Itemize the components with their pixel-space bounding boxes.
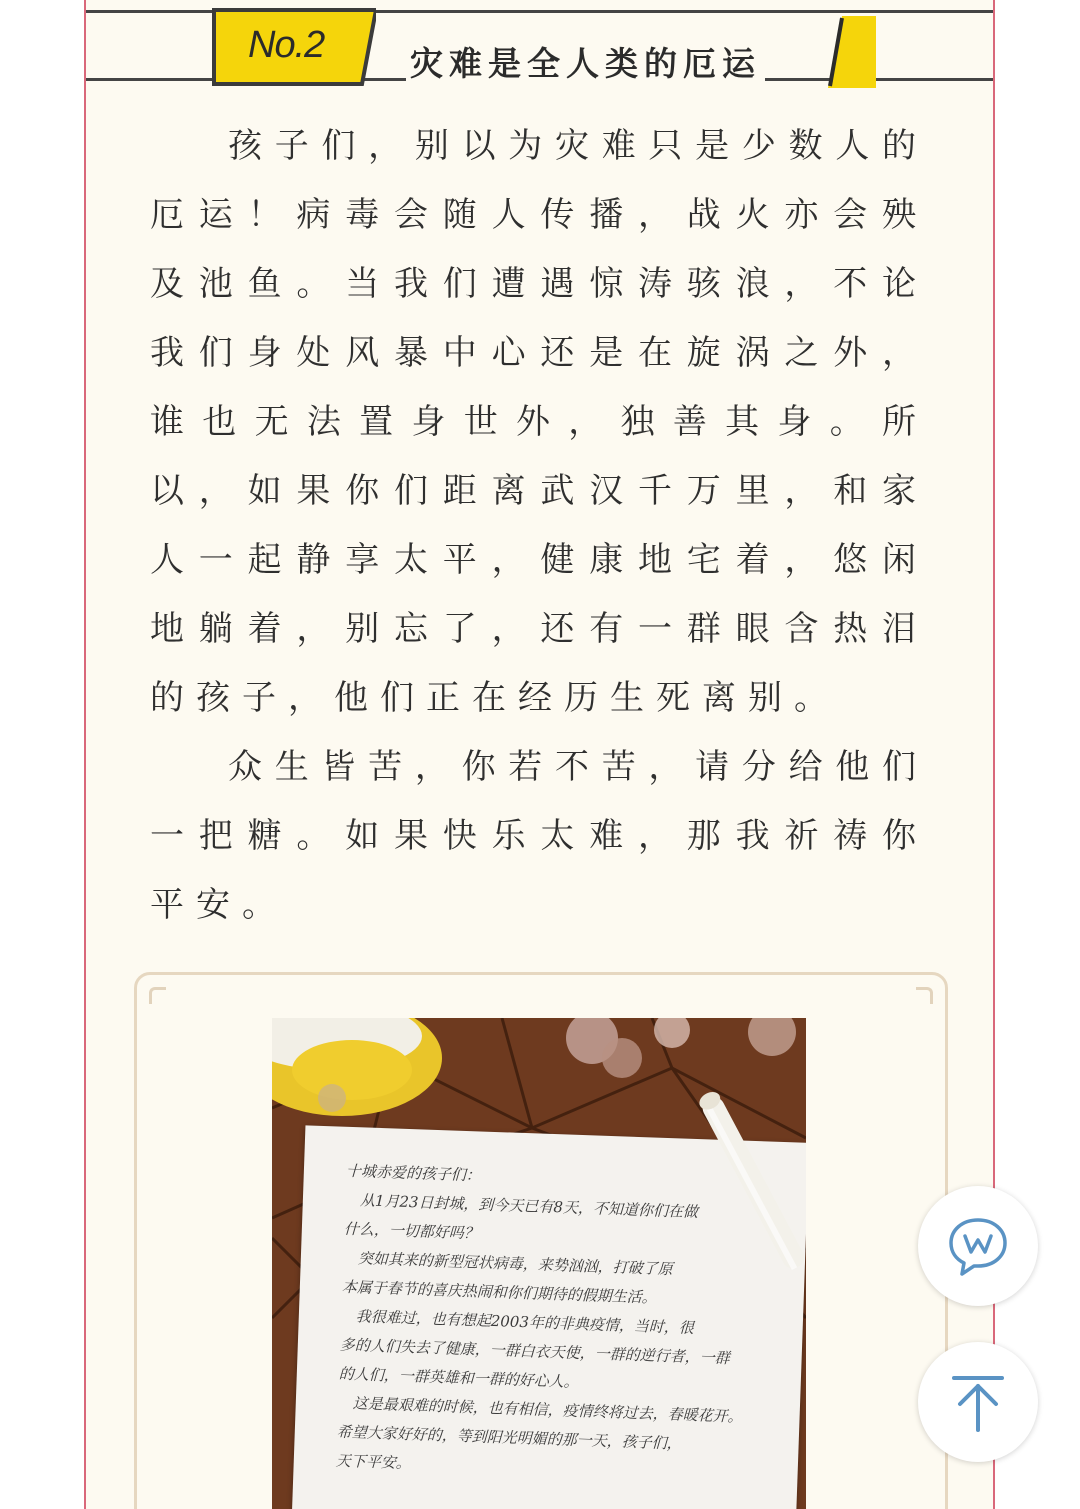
letter-line: 这是最艰难的时候，也有相信，疫情终将过去，春暖花开。 — [337, 1393, 743, 1426]
section-title: 灾难是全人类的厄运 — [406, 44, 765, 84]
frame-corner — [916, 987, 933, 1004]
letter-line: 多的人们失去了健康，一群白衣天使，一群的逆行者，一群 — [339, 1335, 730, 1368]
letter-line: 希望大家好好的，等到阳光明媚的那一天，孩子们， — [336, 1422, 682, 1453]
letter-line: 十城赤爱的孩子们： — [345, 1161, 482, 1185]
back-to-top-button[interactable] — [918, 1342, 1038, 1462]
letter-line: 我很难过，也有想起2003年的非典疫情，当时，很 — [340, 1306, 695, 1338]
letter-line: 什么，一切都好吗？ — [343, 1219, 480, 1243]
accent-bar — [828, 16, 876, 88]
comment-button[interactable] — [918, 1186, 1038, 1306]
letter-line: 从1月23日封城，到今天已有8天，不知道你们在做 — [344, 1190, 699, 1222]
section-number-badge — [210, 8, 376, 86]
frame-corner — [149, 987, 166, 1004]
section-number: No.2 — [248, 24, 325, 66]
back-to-top-icon — [946, 1370, 1010, 1434]
article-body — [150, 112, 928, 940]
letter-line: 突如其来的新型冠状病毒，来势汹汹，打破了原 — [342, 1248, 674, 1279]
paragraph-1: 孩子们，别以为灾难只是少数人的厄运！病毒会随人传播，战火亦会殃及池鱼。当我们遭遇惊涛骇浪，不论我们身处风暴中心还是在旋涡之外，谁也无法置身世外，独善其身。所以，如果你们距离武汉千万里，和家人一起静享太平，健康地宅着，悠闲地躺着，别忘了，还有一群眼含热泪的孩子，他们正在经历生死离别。 — [150, 126, 928, 718]
pen — [692, 1078, 806, 1278]
letter-photo[interactable] — [272, 1018, 806, 1509]
letter-line: 本属于春节的喜庆热闹和你们期待的假期生活。 — [341, 1277, 658, 1307]
comment-w-icon — [946, 1214, 1010, 1278]
paragraph-2: 众生皆苦，你若不苦，请分给他们一把糖。如果快乐太难，那我祈祷你平安。 — [150, 747, 928, 925]
letter-line: 天下平安。 — [335, 1451, 412, 1473]
article — [84, 0, 995, 1509]
letter-line: 的人们，一群英雄和一群的好心人。 — [338, 1364, 580, 1392]
